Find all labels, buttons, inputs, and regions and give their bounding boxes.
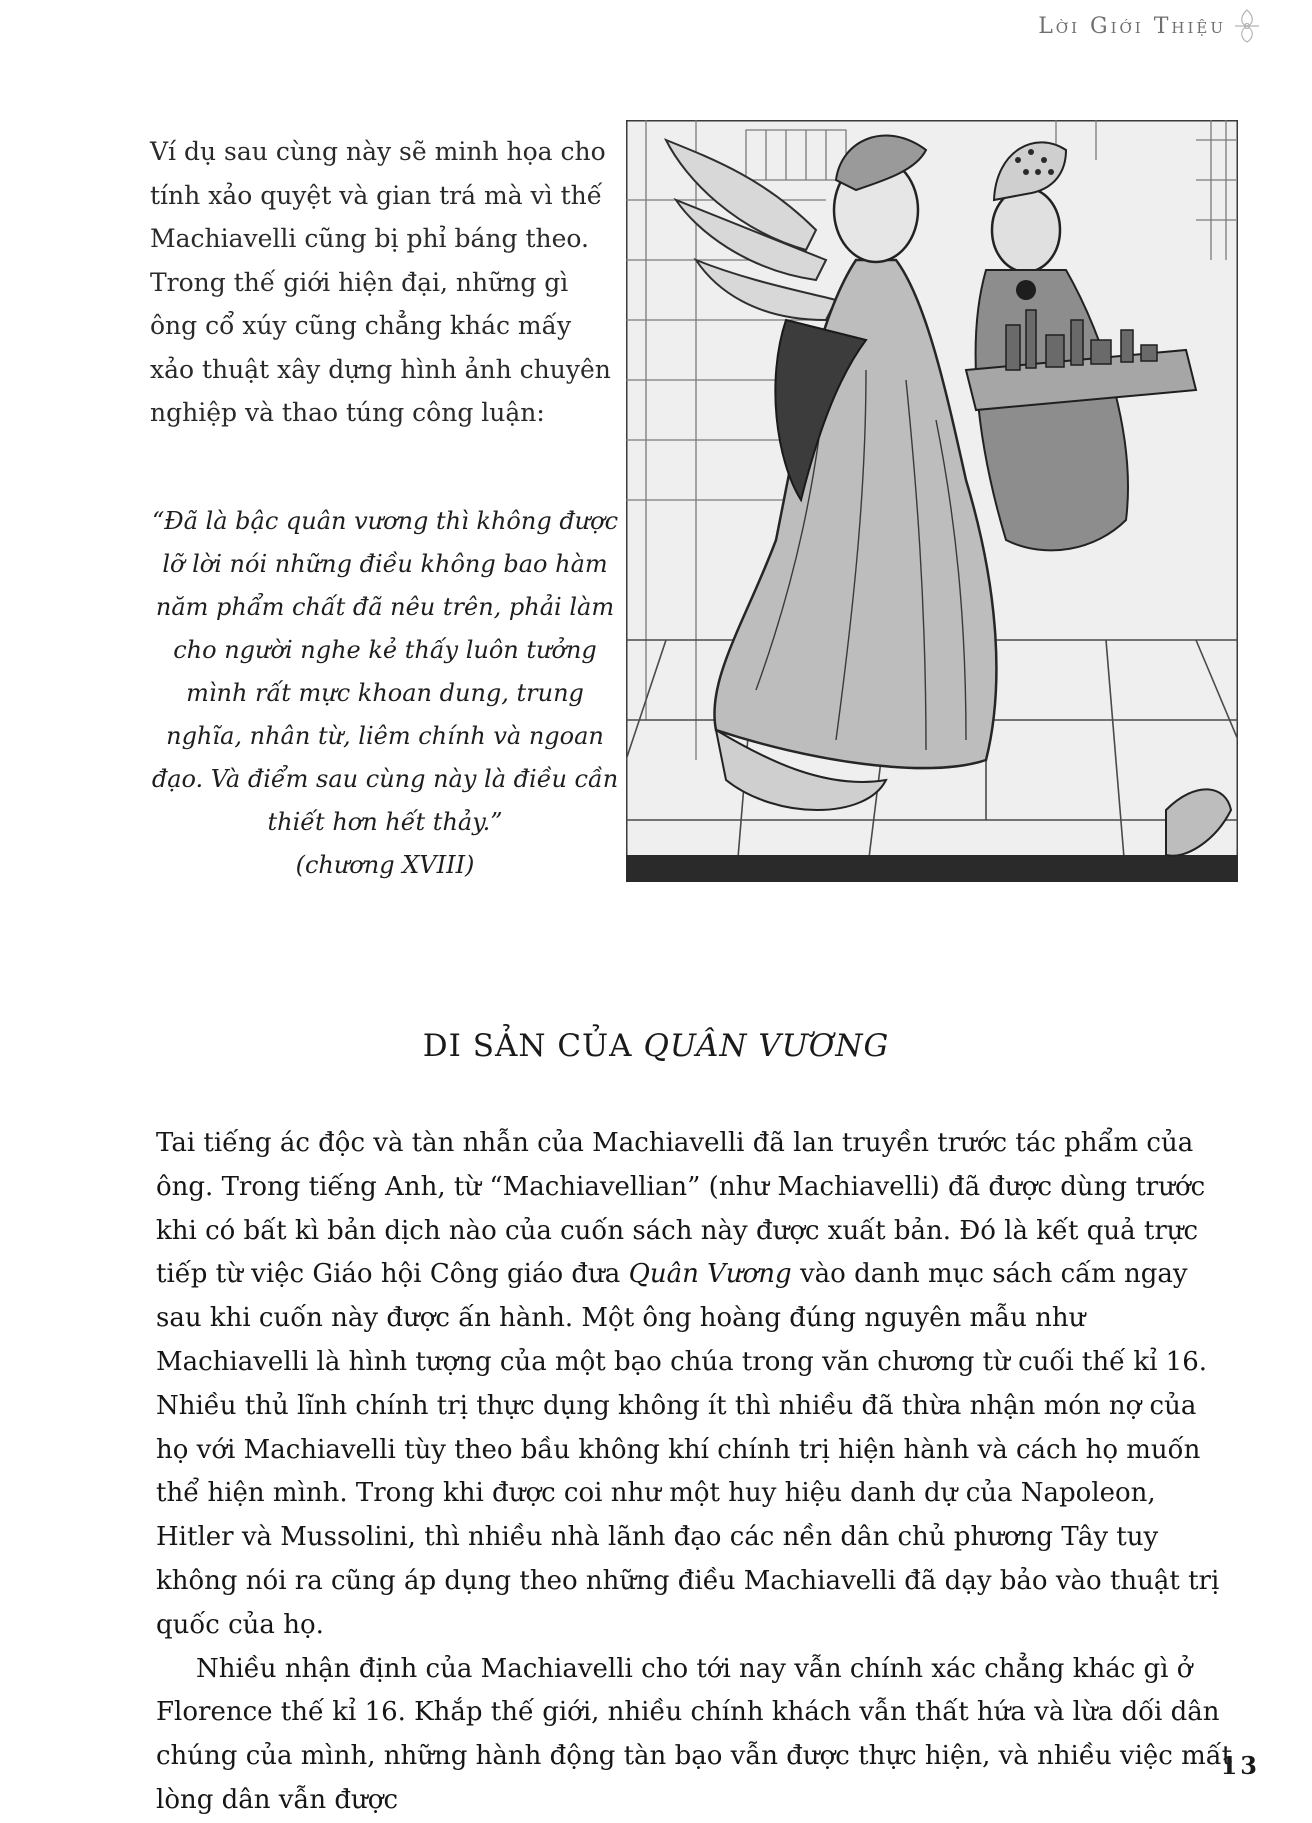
quote-text: “Đã là bậc quân vương thì không được lỡ lời nói những điều không bao hàm năm phẩm chất đã nêu trên, phải làm cho người nghe kẻ thấy luôn tưởng mình rất mực khoan dung, trung nghĩa, nhân từ, liêm chính và ngoan đạo. Và điểm sau cùng này là điều cần thiết hơn hết thảy.” [151, 507, 619, 836]
page-number: 13 [1220, 1751, 1260, 1780]
engraving-illustration [626, 120, 1238, 882]
intro-paragraph [150, 130, 620, 435]
prince-quote-block [150, 500, 620, 887]
book-title-italic: Quân Vương [628, 1259, 792, 1290]
body-paragraph-2: Nhiều nhận định của Machiavelli cho tới nay vẫn chính xác chẳng khác gì ở Florence thế kỉ 16. Khắp thế giới, nhiều chính khách vẫn thất hứa và lừa dối dân chúng của mình, những hành động tàn bạo vẫn được thực hiện, và nhiều việc mất lòng dân vẫn được [156, 1653, 1233, 1815]
quote-citation: (chương XVIII) [295, 851, 475, 879]
body-p1-part2: vào danh mục sách cấm ngay sau khi cuốn này được ấn hành. Một ông hoàng đúng nguyên mẫu như Machiavelli là hình tượng của một bạo chúa trong văn chương từ cuối thế kỉ 16. Nhiều thủ lĩnh chính trị thực dụng không ít thì nhiều đã thừa nhận món nợ của họ với Machiavelli tùy theo bầu không khí chính trị hiện hành và cách họ muốn thể hiện mình. Trong khi được coi như một huy hiệu danh dự của Napoleon, Hitler và Mussolini, thì nhiều nhà lãnh đạo các nền dân chủ phương Tây tuy không nói ra cũng áp dụng theo những điều Machiavelli đã dạy bảo vào thuật trị quốc của họ. [156, 1259, 1220, 1640]
section-title [0, 1028, 1312, 1064]
intro-text: Ví dụ sau cùng này sẽ minh họa cho tính xảo quyệt và gian trá mà vì thế Machiavelli cũng bị phỉ báng theo. Trong thế giới hiện đại, những gì ông cổ xúy cũng chẳng khác mấy xảo thuật xây dựng hình ảnh chuyên nghiệp và thao túng công luận: [150, 137, 611, 427]
body-p1-part1: Tai tiếng ác độc và tàn nhẫn của Machiavelli đã lan truyền trước tác phẩm của ông. Trong tiếng Anh, từ “Machiavellian” (như Machiavelli) đã được dùng trước khi có bất kì bản dịch nào của cuốn sách này được xuất bản. Đó là kết quả trực tiếp từ việc Giáo hội Công giáo đưa [156, 1128, 1206, 1290]
body-text [156, 1122, 1236, 1823]
section-title-italic: QUÂN VƯƠNG [643, 1028, 890, 1064]
section-title-prefix: DI SẢN CỦA [422, 1028, 633, 1064]
running-header: Lời Giới Thiệu [1038, 14, 1226, 39]
floral-ornament-icon [1232, 6, 1262, 46]
body-paragraph-1 [156, 1122, 1236, 1648]
engraving-artwork [626, 120, 1238, 882]
